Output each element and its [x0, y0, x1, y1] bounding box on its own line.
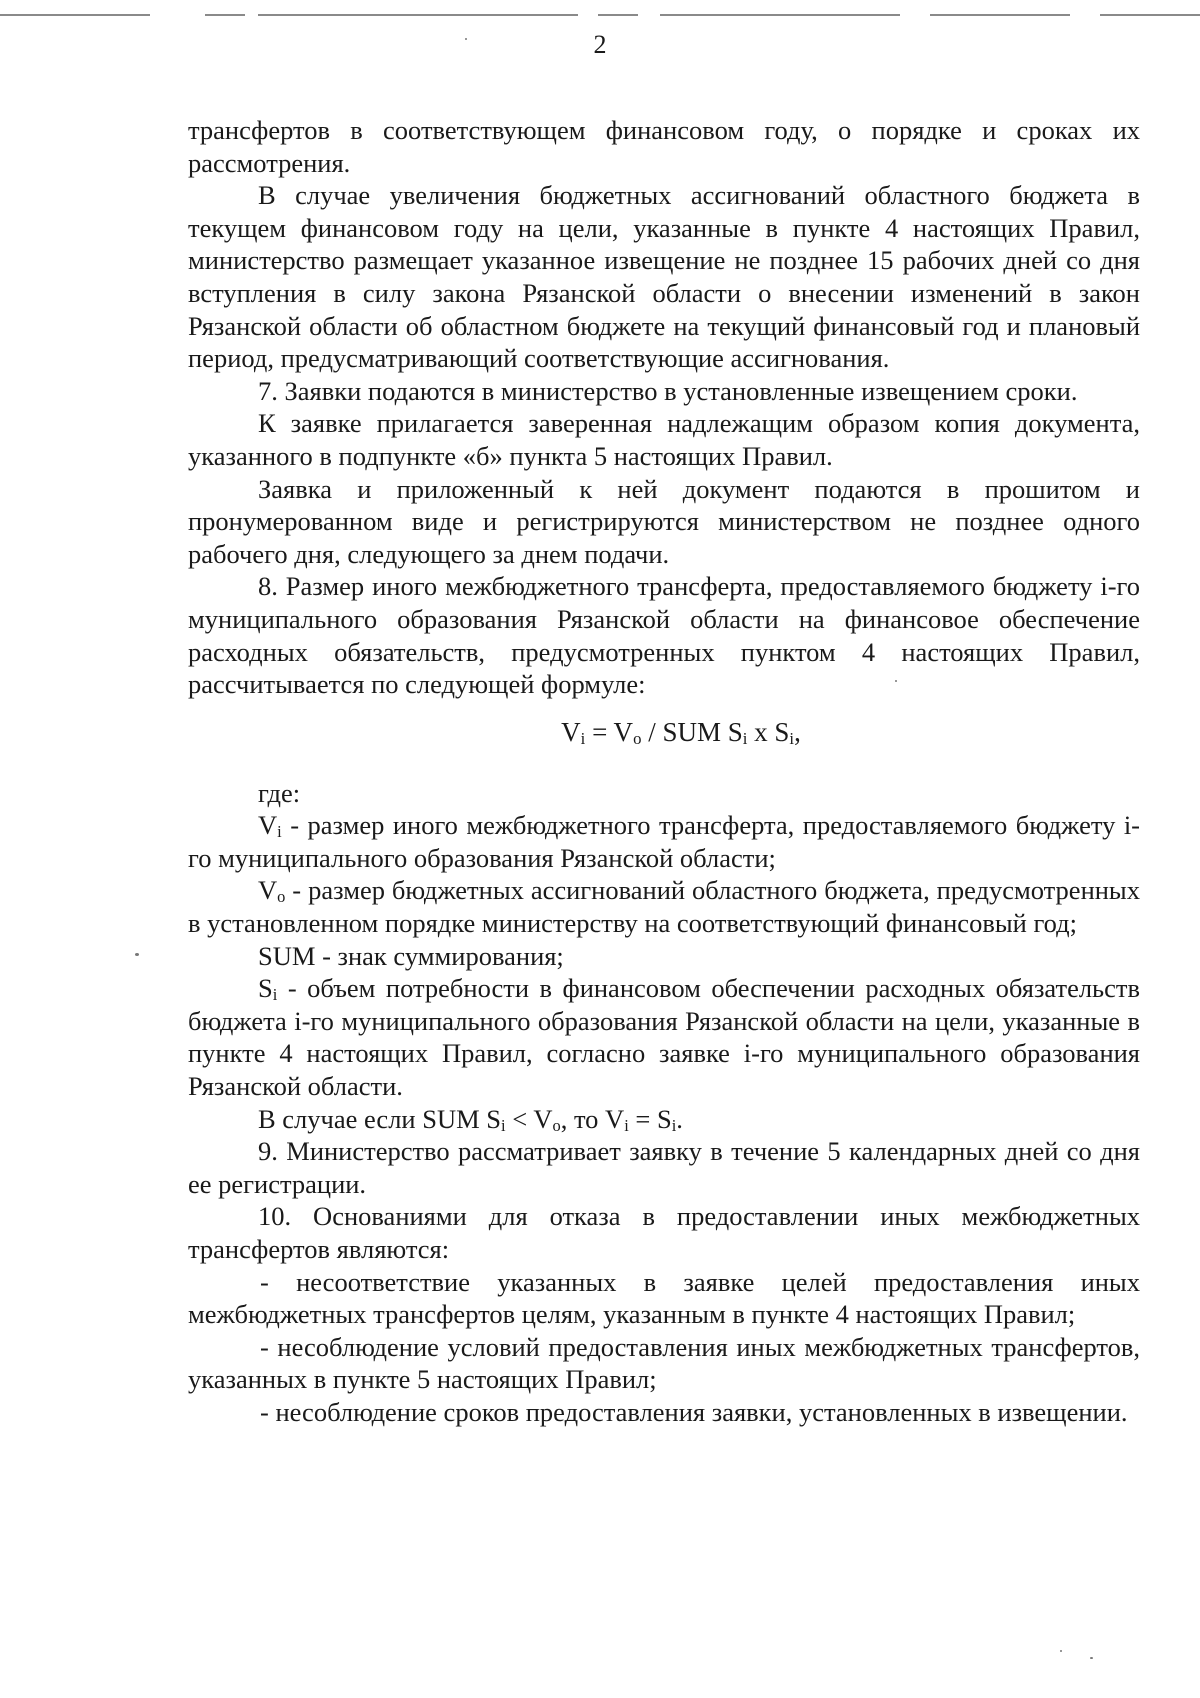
formula-times: x S [747, 716, 790, 747]
where-label: где: [258, 777, 301, 808]
definition-vo-sub: o [277, 887, 286, 907]
condition-part-a: В случае если SUM S [258, 1103, 502, 1134]
definition-sum: SUM - знак суммирования; [258, 940, 564, 971]
condition-part-c: , то V [560, 1103, 625, 1134]
paragraph-attachment: К заявке прилагается заверенная надлежащим образом копия документа, указанного в подпункте «б» пункта 5 настоящих Правил. [188, 408, 1140, 471]
paragraph-item-7: 7. Заявки подаются в министерство в установленные извещением сроки. [258, 375, 1078, 406]
condition-sub-1: i [501, 1115, 506, 1135]
paragraph-submission: Заявка и приложенный к ней документ подаются в прошитом и пронумерованном виде и регистрируются министерством не позднее одного рабочего дня, следующего за днем подачи. [188, 473, 1140, 569]
scan-speck [135, 953, 139, 956]
paragraph-continuation: трансфертов в соответствующем финансовом году, о порядке и сроках их рассмотрения. [188, 115, 1140, 178]
refusal-reason-1: - несоответствие указанных в заявке целей предоставления иных межбюджетных трансфертов целям, указанным в пункте 4 настоящих Правил; [188, 1266, 1140, 1330]
paragraph-budget-increase: В случае увеличения бюджетных ассигнований областного бюджета в текущем финансовом году на цели, указанные в пункте 4 настоящих Правил, министерство размещает указанное извещение не позднее 15 рабочих дней со дня вступления в силу закона Рязанской области о внесении изменений в закон Рязанской области об областном бюджете на текущий финансовый год и плановый период, предусматривающий соответствующие ассигнования. [188, 180, 1140, 374]
formula-v: V [561, 716, 581, 747]
refusal-reason-3: - несоблюдение сроков предоставления заявки, установленных в извещении. [260, 1396, 1128, 1427]
paragraph-item-10: 10. Основаниями для отказа в предоставлении иных межбюджетных трансфертов являются: [188, 1201, 1140, 1264]
condition-part-b: < V [505, 1103, 553, 1134]
refusal-reason-2: - несоблюдение условий предоставления иных межбюджетных трансфертов, указанных в пункте 5 настоящих Правил; [188, 1331, 1140, 1395]
definition-si-text: - объем потребности в финансовом обеспечении расходных обязательств бюджета i-го муниципального образования Рязанской области на цели, указанные в пункте 4 настоящих Правил, согласно заявке i-го муниципального образования Рязанской области. [188, 973, 1140, 1102]
condition-part-e: . [676, 1103, 683, 1134]
paragraph-item-9: 9. Министерство рассматривает заявку в течение 5 календарных дней со дня ее регистрации. [188, 1136, 1140, 1199]
formula [188, 715, 1140, 749]
scan-speck [465, 38, 467, 40]
definition-vo [188, 874, 1140, 939]
definition-vo-symbol: V [258, 875, 278, 906]
condition-sub-3: i [624, 1115, 629, 1135]
definition-vo-text: - размер бюджетных ассигнований областного бюджета, предусмотренных в установленном порядке министерству на соответствующий финансовый год; [188, 875, 1140, 939]
document-body [188, 114, 1140, 1429]
formula-sub-i2: i [742, 728, 748, 748]
formula-sub-i: i [580, 728, 586, 748]
formula-eq: = V [585, 716, 634, 747]
scan-edge-artifact [0, 14, 1200, 17]
condition-sub-4: i [671, 1115, 677, 1135]
scan-speck [895, 680, 897, 682]
definition-si-symbol: S [258, 973, 273, 1004]
formula-sub-i3: i [789, 728, 795, 748]
formula-sub-o: o [633, 728, 642, 748]
definition-vi-text: - размер иного межбюджетного трансферта, предоставляемого бюджету i-го муниципального образования Рязанской области; [188, 810, 1140, 873]
definition-vi [188, 809, 1140, 874]
definition-vi-symbol: V [258, 810, 278, 841]
definition-vi-sub: i [277, 822, 282, 842]
definition-si [188, 972, 1140, 1102]
condition-line [188, 1103, 1140, 1136]
scan-speck [1060, 1650, 1062, 1652]
page-number: 2 [593, 30, 607, 59]
scan-speck [1090, 1657, 1093, 1659]
formula-sum: / SUM S [641, 716, 743, 747]
formula-end: , [794, 716, 801, 747]
condition-part-d: = S [628, 1103, 672, 1134]
paragraph-item-8: 8. Размер иного межбюджетного трансферта, предоставляемого бюджету i-го муниципального образования Рязанской области на финансовое обеспечение расходных обязательств, предусмотренных пунктом 4 настоящих Правил, рассчитывается по следующей формуле: [188, 571, 1140, 700]
condition-sub-2: o [552, 1115, 561, 1135]
definition-si-sub: i [272, 985, 278, 1005]
